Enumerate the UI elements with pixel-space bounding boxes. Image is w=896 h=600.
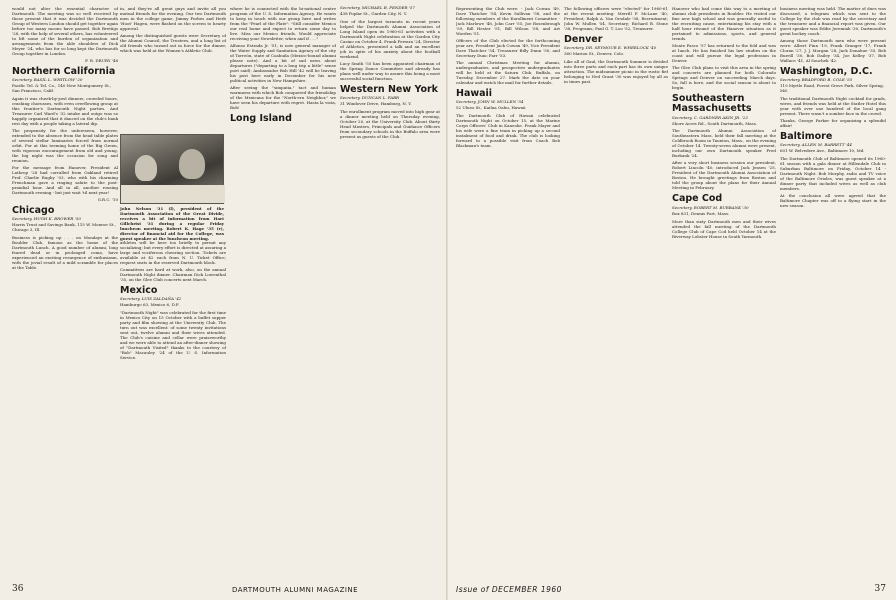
body-paragraph: Alfonso Estrada Jr. '51, is now general manager of the Water Supply and Sanitation Agency of the city of Torreón, state of Coahuila (Mexico-bound alumni please note). And a bit of sad news about departures ("departing to a long trip a little" sense poet said): Ambassador Bob Hill '42 will be leaving his post here early in December for his new political activities in New Hampshire.	[230, 43, 336, 83]
left-column-4	[340, 6, 440, 572]
body-paragraph: The annual Christmas Meeting for alumni, undergraduates, and prospective undergraduates will be held at the Saturn Club, Buffalo, on Tuesday, December 27. Mark the date on your calendar and watch the mail for further details.	[456, 60, 560, 85]
section-heading: Denver	[564, 34, 603, 45]
issue-date-footer: Issue of DECEMBER 1960	[456, 585, 562, 594]
body-paragraph: in, and they're all great guys and invite all you mutual friends for the evening. Our two Dartmouth men in the college game, Jimmy Forbes and Herb 'Hoot' Hagen, were flashed on the screen to hearty approval.	[120, 6, 226, 31]
section-address: 119 Myrtle Road, Forest Grove Park, Silver Spring, Md.	[780, 83, 884, 94]
left-page-number: 36	[12, 584, 24, 594]
body-paragraph: Among those Dartmouth men who were present were: Albert Finn '19, Frank Granger '17, Frank Cloran '27, J. J. Morgan '28, Jack Donahue '35, Bob Burrill '30, Bob Dailey '34, Joe Kelley '37, Bob Wallace '41, Al Souchek '42.	[780, 38, 886, 63]
body-paragraph: Like all of Gaul, the Dartmouth Summer is divided into three parts and each part has its own unique attraction. The midsummer picnic in the rustic fief belonging to Ned Grant '30 was enjoyed by all as in times past.	[564, 59, 668, 85]
right-page-number: 37	[874, 584, 886, 594]
body-paragraph: The enrollment program moved into high gear at a dinner meeting held on Thursday evening, October 20, at the University Club. About thirty Head Masters, Principals and Guidance Officers from secondary schools in the Buffalo area were present as guests of the Club.	[340, 108, 440, 139]
body-paragraph: The Glee Club plans to visit this area in the spring and concerts are planned for both Colorado Springs and Denver on succeeding March days. So, fall is here, and the social season is about to begin.	[672, 65, 776, 90]
section-heading: Northern California	[12, 66, 116, 77]
body-paragraph: More than sixty Dartmouth men and their wives attended the fall meeting of the Dartmouth College Club of Cape Cod held October 14 at the Riverway Lobster House in South Yarmouth.	[672, 218, 776, 239]
section-secretary: Secretary, HUGH K. BROWER '50	[12, 216, 81, 222]
left-column-2	[120, 6, 226, 134]
photo-caption: John Nelson '31 (l), president of the Dartmouth Association of the Great Divide, receives a bit of information from Hart Gillchrist '31 during a regular Friday luncheon meeting. Robert K. Hage '35 (r), director of financial aid for the College, was guest speaker at the luncheon meeting.	[120, 206, 224, 241]
body-paragraph: Representing the Club were: - Jack Cowan '49, Dave Thatcher '54, Kevin Sullivan '58, and the following members of the Enrollment Committee - Jack Marlowe '48, John Carr '55, Joe Rosenbrough '59, Bill Hester '51, Bill Wilson '58, and Art Worden '51.	[456, 6, 560, 36]
body-paragraph: After a very short business session our president, Robert Lincoln '40, introduced Jack Jensen '25, President of the Dartmouth Alumni Association of Boston. He brought greetings from Boston and told the group about the plans for their Annual Meeting in February.	[672, 160, 776, 191]
section-heading: Baltimore	[780, 130, 833, 142]
photo-table	[121, 185, 225, 203]
body-paragraph: The Dartmouth Alumni Association of Southeastern Mass. held their fall meeting at the Coldbrook Room in Taunton, Mass., on the evening of October 14. Twenty-seven alumni were present, including our own Dartmouth speaker Fred Burbank '24.	[672, 128, 776, 159]
body-paragraph: "Dartmouth Night" was celebrated for the first time in Mexico City on 15 October with a buffet supper party and film showing at the University Club. The turn out was excellent: of some twenty invitations sent out, twelve alumni and their wives attended. The Club's cuisine and cellar were praiseworthy and we were able to attend an after-dinner showing of "Dartmouth Visited" thanks to the courtesy of "Bob" Macauley '24 of the U. S. Information Service.	[120, 310, 226, 361]
body-paragraph: Thanks, George Parker for organizing a splendid affair!	[780, 117, 886, 128]
body-paragraph: At the conclusion all were agreed that the Baltimore Chapter was off to a flying start in the new season.	[780, 192, 886, 208]
body-paragraph: athletes will be here too briefly to permit any socializing; but every effort is directed at assuring a large and vociferous cheering section. Tickets are available at $2 each from N. U. Ticket Office; request seats in the reserved Dartmouth block.	[120, 240, 226, 265]
section-heading: Chicago	[12, 204, 55, 216]
section-secretary: Secretary, LUIS ZALDAÑA '42	[120, 296, 182, 302]
magazine-title-footer: DARTMOUTH ALUMNI MAGAZINE	[232, 586, 359, 594]
section-address: Box 831, Dennis Port, Mass.	[672, 210, 730, 216]
section-address: 360 Marion St., Denver, Colo.	[564, 51, 625, 57]
photo-person-left	[135, 155, 157, 181]
section-heading: Southeastern Massachusetts	[672, 93, 752, 115]
body-paragraph: After seeing the "simpatia," tact and human warmness with which Bob conquered the friendship of the Mexicans for the "North-ern Neighbor," we have seen his departure with regret. Hasta la vista, Bob!	[230, 85, 336, 110]
section-secretary: Secretary, BASIL L. WHITLOW '20	[12, 77, 83, 83]
body-paragraph: Monte Pasco '57 has returned to the fold and was at lunch. He has finished his law studies on the coast and will pursue the legal profession in Denver.	[672, 43, 776, 63]
section-secretary: Secretary, DUNCAN L. FABR	[340, 95, 400, 101]
author-signature: F. R. DRURY '48	[85, 58, 118, 63]
left-column-3	[230, 6, 336, 572]
section-address: Hamburgo 63, Mexico 6, D.F.	[120, 302, 180, 308]
body-paragraph: Business is picking up . . . on Mondays at the Boulder Club, famous as the home of the Dartmouth Lunch. A good number of alumni, long feared dead or in prolonged coma, have experienced an exciting resurgence of enthusiasm, with the jovial result of a mild scramble for places at the Table.	[12, 234, 118, 270]
body-paragraph: Among the distinguished guests were Secretary of the Alumni Council, the Trustees, and a long list of old friends who turned out in force for the dinner, which was held at the Women's Athletic Club.	[120, 33, 226, 53]
section-secretary: Secretary, BRADFORD B. COLE '55	[780, 77, 853, 83]
left-page	[0, 0, 446, 600]
body-paragraph: Hanover who had come this way to a meeting of alumni club presidents in Boulder. He visited our fine new high school and was generally useful to the recruiting cause, entertaining his stay with a half hour résumé of the Hanover situation as it pertained to admissions, sports, and general trends.	[672, 6, 776, 41]
right-column-1	[456, 6, 560, 572]
body-paragraph: Officers of the Club elected for the forthcoming year are, President Jack Cowan '49, Vice President Dave Thatcher '54, Treasurer Billy Dunn '50, and Secretary Dunc Farr '53.	[456, 38, 560, 58]
body-paragraph: The traditional Dartmouth Night cocktail for grads, wives, and friends was held at the Statler Hotel this year with over one hundred of the local gang present. There wasn't a somber face in the crowd.	[780, 95, 886, 116]
author-signature: G.R.C. '10	[97, 196, 118, 202]
section-secretary: Secretary, C. GARDNER AKIN JR. '23	[672, 114, 748, 120]
section-secretary: Secretary, DR. SEYMOUR E. WHEELOCK '40	[564, 45, 657, 51]
section-address: 52 Ulueo St., Kailua Oahu, Hawaii	[456, 105, 526, 111]
section-secretary: Secretary, JOHN W. MULLEN '54	[456, 99, 524, 105]
right-column-3	[672, 6, 776, 572]
section-address: 601 W. Belvedere Ave., Baltimore 10, Md.	[780, 148, 865, 154]
body-paragraph: Lucy Smith '55 has been appointed chairman of the Spring Dance Committee and already has plans well under way to assure this being a most successful social function.	[340, 60, 440, 81]
body-paragraph: business meeting was held. The matter of dues was discussed, a telegram which was sent to the College by the club was read by the secretary and the treasurer and a financial report was given. Our guest speaker was Eddie Jeremiah '30, Dartmouth's great hockey coach.	[780, 6, 886, 36]
body-paragraph: The Dartmouth Club of Hawaii celebrated Dartmouth Night on October 15, at the Marine Corps Officers' Club in Kaneohe. Frank Mayer and his wife were a fine team in picking up a second instalment of food and drink. The club is looking forward to a possible visit from Coach Bob Blackman's team.	[456, 113, 560, 149]
body-paragraph: For the message from Hanover, President Al Lathrop '28 had corralled from Oakland retired Prof. Charlie Rugby '03, who with his charming Frenchman gave a ringing salute to the post-prandial hour. And all in all, another rousing Dartmouth evening - but just wait 'til next year!	[12, 164, 118, 195]
section-address: 438 Poplar St., Garden City, N. Y.	[340, 10, 408, 16]
body-paragraph: The propensity for the unforeseen, however, extended to the absence from the head table plates of several stellar luminaries forced from normal orbit. For at this teeming home of the Big Green, with vigorous encouragement from old and young, the big night was the occasion for song and reunion.	[12, 127, 118, 163]
section-heading: Washington, D.C.	[780, 66, 873, 77]
body-paragraph: The following officers were "elected" for 1960-61 at the recent meeting: Merrill F. McLane '40, President; Ralph A. Van Orsdale '58, Recruitment; John W. Mullen '54, Secretary; Richard B. Stone '38, Programs; Paul G. T. Loo '52, Treasurer.	[564, 6, 668, 31]
section-heading: Western New York	[340, 83, 438, 95]
right-page	[448, 0, 896, 600]
section-secretary: Secretary, ALLEN M. BARRETT '44	[780, 142, 852, 148]
section-heading: Mexico	[120, 285, 158, 296]
body-paragraph: where he is connected with the bi-national centre program of the U. S. Information Agency. He wants to keep in touch with our group here and writes from the "Pearl of the Plate": "Still consider Mexico our real home and expect to return some day to live. Miss our Mexico friends. Would appreciate receiving your Newsletter, when and if . . ."	[230, 6, 336, 41]
photo-person-right	[179, 149, 205, 179]
left-column-1	[12, 6, 118, 572]
body-paragraph: The Dartmouth Club of Baltimore opened its 1960-61 season with a gala dinner at Hillendale Club in Suburban Baltimore on Friday, October 14 - Dartmouth Night. Bob Murphy, radio and TV voice of the Baltimore Orioles, was guest speaker at a dinner party that included wives as well as club members.	[780, 155, 886, 191]
section-heading: Long Island	[230, 113, 292, 124]
section-heading: Cape Cod	[672, 193, 723, 205]
left-column-2b	[120, 240, 226, 570]
section-address: Shore Acres Rd., South Dartmouth, Mass.	[672, 120, 758, 126]
body-paragraph: Again it was cheek-by-jowl dinners, crowded hours, crashing chorusses, with even overflowing group at this frontier's Dartmouth Night parties. And Treasurer Carl Ward's '32 intake and outgo was so happily organized that it danced on the club's bank rest day with a people taking a lateral dip.	[12, 95, 118, 126]
body-paragraph: One of the largest turnouts in recent years helped the Dartmouth Alumni Association of Long Island open its 1960-61 activities with a Dartmouth Night celebration at the Garden City Casino on October 4. Frank Ferrara '24, Director of Athletics, presented a talk and an excellent job in spite of his anxiety about the football weekend.	[340, 18, 440, 59]
section-address: 31 Windover Drive, Hamburg, N. Y.	[340, 100, 412, 106]
luncheon-photo	[120, 134, 224, 204]
section-address: Harris Trust and Savings Bank, 115 W. Monroe St., Chicago 3, Ill.	[12, 222, 116, 232]
section-address: Pacific Tel. & Tel. Co., 140 New Montgomery St., San Francisco, Calif.	[12, 83, 112, 94]
body-paragraph: would not alter the essential character of Dartmouth. The meeting was so well received by those present that it was decided the Dartmouth Group of Western London should get together again before too many moons have passed. Bob Breitigs '28, with the help of several others, has volunteered to lift some of the burden of organization and arrangements from the able shoulders of Dick Meyer '24, who has for so long kept the Dartmouth Group together in London.	[12, 6, 118, 56]
section-heading: Hawaii	[456, 88, 493, 99]
body-paragraph: Committees are hard at work, also, on the annual Dartmouth Night dinner. Chairman Dick Lowenthal '35, on the Glee Club concerts next March.	[120, 267, 226, 282]
section-secretary: Secretary, MICHAEL B. PENDER '57	[340, 6, 415, 10]
right-column-4	[780, 6, 886, 572]
right-column-2	[564, 6, 668, 572]
section-secretary: Secretary, ROBERT M. BURBANK '30	[672, 204, 749, 210]
